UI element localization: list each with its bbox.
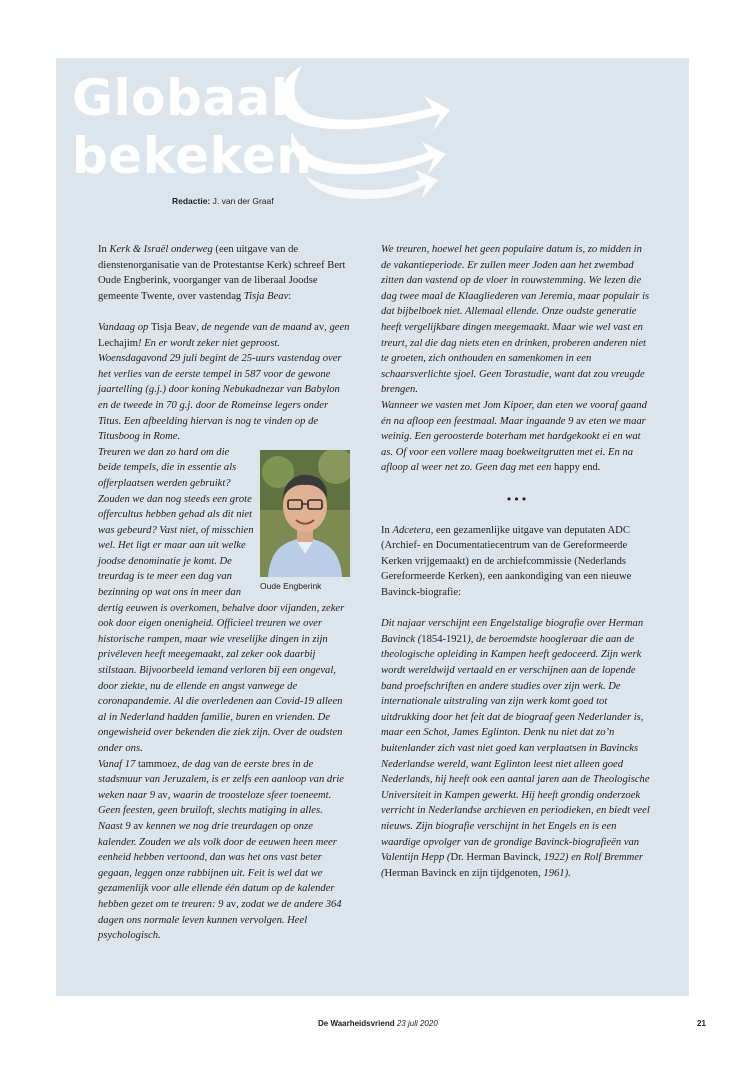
right-column [381,242,653,881]
portrait-photo [260,450,350,577]
publication-title: Kerk & Israël onderweg [109,244,213,255]
text-run: , de dag van de eerste bres in de stadsmuur van Jeruzalem, is er zelfs een aanloop van drie weken naar 9 [98,758,344,801]
text-run: Herman Bavinck en zijn tijdgenoten [384,867,539,879]
text-run: , een gezamenlijke uitgave van deputaten ADC (Archief- en Documentatiecentrum van de Gereformeerde Kerken vrijgemaakt) en de archiefcommissie (Nederlands Gereformeerde Kerken), een aankondiging van een nieuwe Bavinck-biografie: [381,524,632,599]
quote-paragraph-5 [381,398,653,476]
text-run: Treuren we dan zo hard om die beide tempels, die in essentie als offerplaatsen werden gebruikt? Zouden we dan nog steeds een grote offercultus hebben gehad als dit niet was gebeurd? Vast niet, of misschien wel. Het ligt er maar aan uit welke joodse denominatie je komt. De treurdag is te meer een dag van bezinning op wat ons in meer dan dertig eeuwen is overkomen, behalve door vijanden, zeker ook door eigen onenigheid. Officieel treuren we over historische rampen, maar wie vreselijke dingen in zijn privéleven heeft meegemaakt, zal zeker ook daarbij stilstaan. Bijvoorbeeld iemand verloren bij een ongeval, door ziekte, nu de ellende en angst vanwege de coronapandemie. Al die overledenen aan Covid-19 alleen al in Nederland hadden familie, buren en vrienden. De ongewisheid over bekenden die ziek zijn. Over de oudsten onder ons. [98,446,345,754]
text-run: happy end [554,462,598,474]
text-run: eten we maar weinig. Een geroosterde boterham met hardgekookt ei en wat as. Of voor een vollere maag boekweitgrutten met ei. En na afloop al weer net zo. Geen dag met een [381,415,646,474]
text-run: av [133,820,144,832]
text-run: Vandaag op [98,321,151,333]
section-title-line2: bekeken [72,127,313,185]
text-run: Wanneer we vasten met Jom Kipoer, dan eten we vooraf gaand én na afloop een feestmaal. Maar ingaande 9 [381,399,647,427]
text-run: (een uitgave van de dienstenorganisatie van de Protestantse Kerk) schreef Bert Oude Engberink, voorganger van de liberaal Joodse gemeente Twente, over vastendag [98,244,346,302]
paragraph-spacer [381,476,653,492]
text-run: kennen we nog drie treurdagen op onze kalender. Zouden we als volk door de eeuwen heen meer eenheid hebben vertoond, dan was het ons vast beter gegaan, leggen onze rabbijnen uit. Feit is wel dat we gezamenlijk voor alle ellende één datum op de kalender hebben gezet om te treuren: 9 [98,820,337,910]
text-run: : [288,290,292,302]
quote-paragraph-6 [381,616,653,881]
editor-label: Redactie: [172,196,211,206]
text-run: av [157,789,168,801]
page-footer [318,1019,438,1028]
section-separator: ••• [505,492,529,506]
section-title [72,69,312,185]
text-run: , 1961). [538,867,571,879]
text-run: Vanaf 17 [98,758,139,770]
text-run: av [314,321,325,333]
paragraph-spacer [381,507,653,523]
text-run: , geen [324,321,350,333]
quote-paragraph-1 [98,320,350,445]
page-number: 21 [697,1019,706,1028]
text-run: , waarin de troosteloze sfeer toeneemt. Geen feesten, geen bruiloft, slechts matiging in alles. Naast 9 [98,789,332,832]
magazine-name: De Waarheidsvriend [318,1019,395,1028]
issue-date: 23 juli 2020 [396,1019,438,1028]
text-run: Dr. Herman Bavinck [450,852,539,864]
left-column [98,242,350,944]
quote-paragraph-3 [98,757,350,944]
text-run: ! En er wordt zeker niet geproost. Woensdagavond 29 juli begint de 25-uurs vastendag over het verlies van de eerste tempel in 587 voor de gewone jaartelling (g.j.) door koning Nebukadnezar van Babylon en de tweede in 70 g.j. door de Romeinse legers onder Titus. Een afbeelding hiervan is nog te vinden op de Titusboog in Rome. [98,337,342,443]
text-run: . [597,462,601,474]
paragraph-spacer [98,304,350,320]
text-run: ), de beroemdste hoogleraar die aan de theologische opleiding in Kampen heeft gedoceerd. Zijn werk wordt wereldwijd vertaald en er verschijnen aan de lopende band proefschriften en andere studies over zijn werk. De internationale uitstraling van zijn werk komt goed tot uitdrukking door het feit dat de biograaf geen Nederlander is, maar een Schot, James Eglinton. Denk nu niet dat zo’n buitenlander zich vast niet goed kan verplaatsen in Bavincks Nederlandse wereld, want Eglinton leest niet alleen goed Nederlands, hij heeft ook een aantal jaren aan de Theologische Universiteit in Kampen gewerkt. Hij heeft grondig onderzoek verricht in Nederlandse archieven en periodieken, en biedt veel nieuws. Zijn biografie verschijnt in het Engels en is een waardige opvolger van de grondige Bavinck-biografieën van Valentijn Hepp ( [381,633,650,864]
portrait-figure [260,450,350,592]
text-run: , de negende van de maand [196,321,315,333]
quote-paragraph-2 [98,445,350,757]
quote-paragraph-4 [381,242,653,398]
text-run: We treuren, hoewel het geen populaire datum is, zo midden in de vakantieperiode. Er zullen meer Joden aan het zwembad zitten dan vastend op de vloer in rouwstemming. We lezen die dag twee maal de Klaagliederen van Jeremia, maar populair is dat bijbelboek niet. Allemaal ellende. Onze oudste generatie heeft vergelijkbare dingen meegemaakt. Maar wie wel vast en treurt, zal die dag niets eten en drinken, proberen anderen niet te groeten, zich onthouden en samenkomen in een schaarsverlichte sjoel. Geen Torastudie, want dat zou vreugde brengen. [381,244,650,396]
text-run: av [576,415,587,427]
paragraph-spacer [381,601,653,617]
text-run: Dit najaar verschijnt een Engelstalige biografie over Herman Bavinck ( [381,618,644,645]
text-run: 1854-1921 [421,633,468,645]
section-title-line1: Globaal [72,69,289,127]
text-run: , zodat we de andere 364 dagen ons normale leven kunnen vervolgen. Heel psychologisch. [98,898,342,942]
editor-credit [172,196,274,206]
text-run: tammoez [138,758,177,770]
publication-title: Adcetera [392,524,431,536]
text-run: , 1922) en Rolf Bremmer ( [381,852,644,879]
intro-paragraph [98,242,350,304]
editor-name: J. van der Graaf [212,196,274,206]
text-run: In [98,244,110,255]
text-run: av [226,898,237,910]
intro-paragraph-2 [381,523,653,601]
text-run: Tisja Beav [243,290,289,302]
text-run: Tisja Beav [150,321,197,333]
portrait-caption: Oude Engberink [260,580,322,591]
text-run: In [381,524,393,536]
text-run: Lechajim [98,337,139,349]
